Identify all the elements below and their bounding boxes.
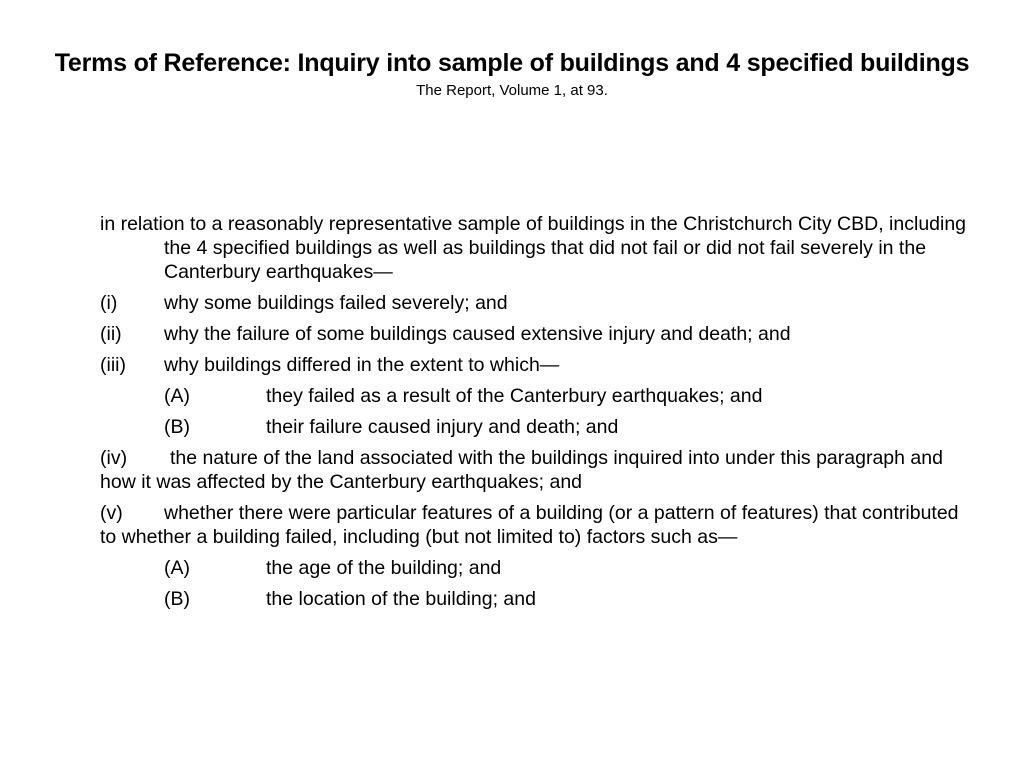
clause-text: whether there were particular features of a building (or a pattern of features) that contributed to whether a building failed, including (but not limited to) factors such as—: [100, 502, 959, 548]
clause-label: (v): [100, 502, 123, 524]
clause-a: [62, 212, 972, 284]
clause-text: the age of the building; and: [266, 557, 502, 579]
clause-iii-a: [164, 384, 972, 408]
clause-i: [100, 291, 972, 315]
clause-v: [100, 501, 972, 549]
clause-iii: [100, 353, 972, 377]
slide-title: Terms of Reference: Inquiry into sample of buildings and 4 specified buildings: [54, 49, 970, 77]
clause-label: (i): [100, 292, 118, 314]
clause-label: (A): [164, 385, 190, 407]
clause-label: (B): [164, 588, 190, 610]
clause-iv: [100, 446, 972, 494]
clause-text: in relation to a reasonably representative sample of buildings in the Christchurch City CBD, including the 4 specified buildings as well as buildings that did not fail or did not fail severely in the Canterbury earthquakes—: [100, 213, 967, 283]
clause-ii: [100, 322, 972, 346]
slide-header: [40, 46, 984, 101]
clause-label: (ii): [100, 323, 122, 345]
slide-subtitle: The Report, Volume 1, at 93.: [416, 82, 608, 99]
clause-text: the location of the building; and: [266, 588, 536, 610]
clause-text: they failed as a result of the Canterbury earthquakes; and: [266, 385, 763, 407]
clause-text: why some buildings failed severely; and: [164, 292, 508, 314]
clause-v-b: [164, 587, 972, 611]
clause-text: why buildings differed in the extent to which—: [164, 354, 560, 376]
terms-list: [62, 212, 972, 611]
clause-label: (iii): [100, 354, 126, 376]
clause-text: their failure caused injury and death; and: [266, 416, 619, 438]
clause-label: (B): [164, 416, 190, 438]
clause-text: the nature of the land associated with the buildings inquired into under this paragraph and how it was affected by the Canterbury earthquakes; and: [100, 447, 943, 493]
clause-text: why the failure of some buildings caused extensive injury and death; and: [164, 323, 791, 345]
clause-label: (iv): [100, 447, 128, 469]
clause-label: (A): [164, 557, 190, 579]
clause-iii-b: [164, 415, 972, 439]
clause-v-a: [164, 556, 972, 580]
